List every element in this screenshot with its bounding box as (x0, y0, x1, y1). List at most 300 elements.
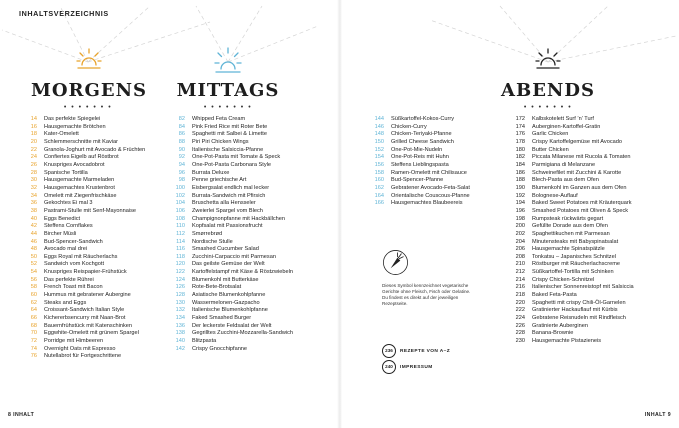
page-number: 216 (515, 284, 525, 291)
recipe-title: Spaghettikuchen mit Parmesan (532, 230, 610, 237)
page-number: 42 (30, 223, 37, 230)
recipe-title: Burrata-Sandwich mit Pfirsich (192, 192, 266, 199)
page-number: 226 (515, 322, 525, 329)
recipe-title: One-Pot-Pasta mit Tomate & Speck (192, 154, 281, 161)
page-number: 30 (30, 177, 37, 184)
toc-entry[interactable] (512, 208, 634, 216)
ref-impressum[interactable] (382, 360, 433, 374)
toc-entry[interactable] (172, 292, 293, 300)
recipe-title: Schlemmerschnitte mit Kaviar (44, 138, 118, 145)
toc-entry[interactable] (24, 154, 145, 162)
toc-entry[interactable] (512, 177, 634, 185)
toc-entry[interactable] (512, 307, 634, 315)
recipe-title: Bruschetta alla Hensseler (192, 200, 256, 207)
recipe-title: Kichererbsencurry mit Naan-Brot (44, 315, 126, 322)
vegetarian-note: Dieses Symbol kennzeichnet vegetarische Gerichte ohne Fleisch, Fisch oder Gelatine. Du findest es direkt auf der jeweiligen Rezeptseite. (382, 283, 471, 306)
page-number: 50 (30, 253, 37, 260)
recipe-title: Gekochtes Ei mal 3 (44, 200, 93, 207)
toc-entry[interactable] (24, 162, 145, 170)
page-number: 206 (515, 246, 525, 253)
toc-entry[interactable] (172, 269, 293, 277)
recipe-title: Hausgemachte Pistazieneis (532, 338, 602, 345)
toc-entry[interactable] (512, 261, 634, 269)
toc-entry[interactable] (512, 239, 634, 247)
toc-entry[interactable] (24, 223, 145, 231)
page-number: 108 (175, 215, 185, 222)
recipe-title: Italienische Blumenkohlpfanne (192, 307, 268, 314)
page-number: 126 (175, 284, 185, 291)
toc-entry[interactable] (172, 284, 293, 292)
recipe-title: Penne griechische Art (192, 177, 247, 184)
toc-entry[interactable] (24, 307, 145, 315)
page-number: 156 (374, 161, 384, 168)
recipe-title: Kopfsalat mit Passionsfrucht (192, 223, 263, 230)
toc-entry[interactable] (172, 124, 293, 132)
toc-entry[interactable] (371, 185, 470, 193)
page-number: 68 (30, 322, 37, 329)
page-number: 180 (515, 146, 525, 153)
toc-entry[interactable] (24, 147, 145, 155)
toc-entry[interactable] (24, 261, 145, 269)
page-number: 148 (374, 131, 384, 138)
toc-entry[interactable] (24, 124, 145, 132)
recipe-title: Italienischer Sonnenreistopf mit Salsiccia (532, 284, 634, 291)
toc-entry[interactable] (24, 284, 145, 292)
recipe-title: Pink Fried Rice mit Roter Bete (192, 123, 268, 130)
page-number: 72 (30, 338, 37, 345)
toc-entry[interactable] (172, 223, 293, 231)
toc-entry[interactable] (512, 246, 634, 254)
recipe-title: Tonkatsu – Japanisches Schnitzel (532, 253, 616, 260)
recipe-title: Ramen-Omelett mit Chilisauce (391, 169, 467, 176)
toc-entry[interactable] (512, 338, 634, 346)
recipe-title: Steffens Lieblingspasta (391, 161, 449, 168)
page-number: 162 (374, 184, 384, 191)
recipe-title: Auberginen-Kartoffel-Gratin (532, 123, 601, 130)
recipe-title: Spaghetti mit Salbei & Limette (192, 131, 267, 138)
page-number: 222 (515, 307, 525, 314)
page-number: 132 (175, 307, 185, 314)
page-number: 192 (515, 192, 525, 199)
page-number: 52 (30, 261, 37, 268)
page-number: 98 (178, 177, 185, 184)
page-number: 150 (374, 138, 384, 145)
recipe-title: Chicken-Curry (391, 123, 427, 130)
toc-entry[interactable] (24, 231, 145, 239)
recipe-title: Gratinierter Hackauflauf mit Kürbis (532, 307, 618, 314)
toc-entry[interactable] (24, 216, 145, 224)
recipe-title: Eggs Benedict (44, 215, 81, 222)
recipe-title: Garlic Chicken (532, 131, 569, 138)
recipe-title: French Toast mit Bacon (44, 284, 103, 291)
toc-entry[interactable] (512, 116, 634, 124)
toc-entry[interactable] (172, 307, 293, 315)
sunset-icon (535, 47, 561, 69)
toc-entry[interactable] (24, 254, 145, 262)
toc-entry[interactable] (172, 338, 293, 346)
toc-entry[interactable] (172, 154, 293, 162)
page-number: 14 (30, 116, 37, 122)
toc-entry[interactable] (512, 284, 634, 292)
recipe-title: Baked Sweet Potatoes mit Kräuterquark (532, 200, 632, 207)
toc-entry[interactable] (172, 277, 293, 285)
recipe-title: Piccata Milanese mit Rucola & Tomaten (532, 154, 631, 161)
page-number: 166 (374, 200, 384, 207)
toc-entry[interactable] (172, 177, 293, 185)
page-number: 182 (515, 154, 525, 161)
toc-entry[interactable] (512, 131, 634, 139)
toc-entry[interactable] (172, 116, 293, 124)
page-number: 66 (30, 315, 37, 322)
page-number: 110 (176, 223, 185, 230)
toc-entry[interactable] (24, 139, 145, 147)
recipe-title: Rote-Bete-Brotsalat (192, 284, 242, 291)
toc-entry[interactable] (512, 277, 634, 285)
recipe-title: Crispy Kartoffelgemüse mit Avocado (532, 138, 622, 145)
page-number: 142 (175, 345, 185, 352)
page-number: 164 (374, 192, 384, 199)
toc-entry[interactable] (371, 162, 470, 170)
recipe-title: Hausgemachte Brötchen (44, 123, 106, 130)
recipe-title: Pastrami-Stulle mit Senf-Mayonnaise (44, 207, 137, 214)
recipe-title: Bolognese-Auflauf (532, 192, 578, 199)
toc-entry[interactable] (172, 254, 293, 262)
page-number: 204 (515, 238, 525, 245)
page-number: 190 (515, 184, 525, 191)
toc-entry[interactable] (172, 131, 293, 139)
recipe-title: Der leckerste Feldsalat der Welt (192, 322, 272, 329)
recipe-title: Hausgemachtes Krustenbrot (44, 184, 115, 191)
toc-entry[interactable] (512, 162, 634, 170)
page-number: 184 (515, 161, 525, 168)
recipe-title: Gegrilltes Zucchini-Mozzarella-Sandwich (192, 330, 294, 337)
page-number: 34 (30, 192, 37, 199)
toc-entry[interactable] (172, 147, 293, 155)
page-number: 176 (515, 131, 525, 138)
recipe-title: Parmigiana di Melanzane (532, 161, 596, 168)
recipe-title: Overnight Oats mit Espresso (44, 345, 116, 352)
page-number: 128 (175, 292, 185, 299)
recipe-title: Smashed Potatoes mit Oliven & Speck (532, 207, 629, 214)
recipe-title: Crispy Chicken-Schnitzel (532, 276, 595, 283)
toc-entry[interactable] (24, 131, 145, 139)
page-number: 76 (30, 353, 37, 360)
recipe-title: Zucchini-Carpaccio mit Parmesan (192, 253, 276, 260)
toc-entry[interactable] (512, 185, 634, 193)
sunrise-icon (76, 47, 102, 69)
recipe-title: Grilled Cheese Sandwich (391, 138, 454, 145)
toc-entry[interactable] (512, 193, 634, 201)
recipe-title: Minutensteaks mit Babyspinatsalat (532, 238, 619, 245)
page-number: 140 (175, 338, 185, 345)
heading-dots: • • • • • • • (203, 104, 253, 111)
recipe-title: Knuspriges Reispapier-Frühstück (44, 269, 127, 276)
recipe-title: Kartoffelstampf mit Käse & Röstzwiebeln (192, 269, 293, 276)
toc-entry[interactable] (512, 139, 634, 147)
page-number: 144 (374, 116, 384, 122)
toc-entry[interactable] (512, 231, 634, 239)
recipe-title: Burrata Deluxe (192, 169, 230, 176)
page-number: 88 (178, 138, 185, 145)
toc-entry[interactable] (512, 323, 634, 331)
page-number: 54 (30, 269, 37, 276)
page-number: 172 (515, 116, 525, 122)
page-title: INHALTSVERZEICHNIS (19, 9, 109, 18)
toc-entry[interactable] (172, 162, 293, 170)
page-number: 210 (515, 261, 525, 268)
page-number: 202 (515, 230, 525, 237)
toc-entry[interactable] (24, 330, 145, 338)
page-number: 86 (178, 131, 185, 138)
page-number: 16 (30, 123, 37, 130)
page-number: 136 (175, 322, 185, 329)
toc-entry[interactable] (512, 170, 634, 178)
toc-entry[interactable] (172, 170, 293, 178)
toc-entry[interactable] (172, 139, 293, 147)
recipe-title: Granola-Joghurt mit Avocado & Früchten (44, 146, 146, 153)
recipe-list-mittags-continued (371, 116, 470, 208)
toc-entry[interactable] (371, 170, 470, 178)
recipe-title: One-Pot-Mie-Nudeln (391, 146, 443, 153)
page-number: 138 (175, 330, 185, 337)
toc-entry[interactable] (172, 261, 293, 269)
toc-entry[interactable] (512, 223, 634, 231)
recipe-title: Röstburger mit Räucherlachscreme (532, 261, 620, 268)
page-number: 122 (175, 269, 185, 276)
toc-entry[interactable] (512, 254, 634, 262)
recipe-title: Eisbergsalat endlich mal lecker (192, 184, 270, 191)
recipe-title: One-Pot-Reis mit Huhn (391, 154, 449, 161)
recipe-title: Bircher Müsli (44, 230, 77, 237)
toc-entry[interactable] (371, 147, 470, 155)
page-number: 130 (175, 299, 185, 306)
recipe-title: Blitzpasta (192, 338, 217, 345)
page-number: 28 (30, 169, 37, 176)
toc-entry[interactable] (371, 154, 470, 162)
page-number: 56 (30, 276, 37, 283)
recipe-title: Confiertes Eigelb auf Röstbrot (44, 154, 119, 161)
recipe-title: Kalbskotelett Surf ’n’ Turf (532, 116, 594, 122)
heading-mittags: MITTAGS (176, 80, 280, 101)
recipe-title: Bauernfrühstück mit Katenschinken (44, 322, 132, 329)
page-number: 100 (175, 184, 185, 191)
page-number: 104 (175, 200, 185, 207)
recipe-title: Das perfekte Spiegelei (44, 116, 101, 122)
toc-entry[interactable] (172, 216, 293, 224)
toc-entry[interactable] (512, 269, 634, 277)
toc-entry[interactable] (172, 185, 293, 193)
page-number: 212 (515, 269, 525, 276)
recipe-title: One-Pot-Pasta Carbonara Style (192, 161, 271, 168)
recipe-title: Blech-Pasta aus dem Ofen (532, 177, 599, 184)
page-number: 120 (175, 261, 185, 268)
page-number: 196 (515, 207, 525, 214)
recipe-title: Banana-Brownie (532, 330, 574, 337)
recipe-title: Rumpsteak rückwärts gegart (532, 215, 604, 222)
page-number: 152 (374, 146, 384, 153)
page-number: 44 (30, 230, 37, 237)
recipe-title: Das perfekte Rührei (44, 276, 94, 283)
recipe-title: Wassermelonen-Gazpacho (192, 299, 260, 306)
footer-right: INHALT 9 (644, 412, 671, 418)
recipe-title: Avocado mal drei (44, 246, 88, 253)
toc-entry[interactable] (172, 231, 293, 239)
recipe-title: Smørrebrød (192, 230, 223, 237)
toc-entry[interactable] (24, 116, 145, 124)
recipe-title: Schweinefilet mit Zucchini & Karotte (532, 169, 622, 176)
recipe-title: Crispy Gnocchipfanne (192, 345, 248, 352)
page-number: 32 (30, 184, 37, 191)
page-number: 58 (30, 284, 37, 291)
toc-entry[interactable] (512, 147, 634, 155)
recipe-title: Bud-Spencer-Pfanne (391, 177, 444, 184)
recipe-title: Porridge mit Himbeeren (44, 338, 104, 345)
toc-entry[interactable] (512, 300, 634, 308)
recipe-title: Piri Piri Chicken Wings (192, 138, 249, 145)
toc-entry[interactable] (24, 300, 145, 308)
ref-label: IMPRESSUM (400, 364, 433, 370)
page-number: 96 (178, 169, 185, 176)
toc-entry[interactable] (24, 338, 145, 346)
recipe-title: Croissant-Sandwich Italian Style (44, 307, 125, 314)
ref-rezepte-a-z[interactable] (382, 344, 450, 358)
page-number: 48 (30, 246, 37, 253)
recipe-title: Bud-Spencer-Sandwich (44, 238, 103, 245)
page-number: 230 (515, 338, 525, 345)
toc-entry[interactable] (24, 346, 145, 354)
toc-entry[interactable] (172, 330, 293, 338)
recipe-title: Hausgemachte Marmeladen (44, 177, 115, 184)
page-number: 106 (175, 207, 185, 214)
recipe-title: Champignonpfanne mit Hackbällchen (192, 215, 285, 222)
toc-entry[interactable] (371, 200, 470, 208)
recipe-title: Knuspriges Avocadobrot (44, 161, 105, 168)
sun-icon (214, 45, 242, 73)
toc-entry[interactable] (371, 177, 470, 185)
page-number: 40 (30, 215, 37, 222)
toc-entry[interactable] (24, 185, 145, 193)
recipe-title: Hausgemachtes Blaubeereis (391, 200, 463, 207)
recipe-title: Nordische Stulle (192, 238, 233, 245)
vegetarian-icon (382, 249, 409, 276)
page-number: 94 (178, 161, 185, 168)
toc-entry[interactable] (172, 323, 293, 331)
page-number: 82 (178, 116, 185, 122)
toc-entry[interactable] (24, 353, 145, 361)
toc-entry[interactable] (172, 315, 293, 323)
recipe-title: Gebratene Reisnudeln mit Rindfleisch (532, 315, 626, 322)
toc-entry[interactable] (371, 124, 470, 132)
toc-entry[interactable] (24, 200, 145, 208)
toc-entry[interactable] (371, 131, 470, 139)
page-number: 24 (30, 154, 37, 161)
toc-entry[interactable] (24, 239, 145, 247)
toc-entry[interactable] (371, 116, 470, 124)
toc-entry[interactable] (512, 154, 634, 162)
recipe-title: Italienische Salsiccia-Pfanne (192, 146, 264, 153)
toc-entry[interactable] (24, 177, 145, 185)
toc-entry[interactable] (24, 269, 145, 277)
toc-entry[interactable] (24, 292, 145, 300)
recipe-list-abends (512, 116, 634, 346)
recipe-title: Gratinierte Auberginen (532, 322, 588, 329)
toc-entry[interactable] (512, 216, 634, 224)
page-number: 112 (176, 230, 185, 237)
page-number: 114 (176, 238, 185, 245)
toc-entry[interactable] (512, 315, 634, 323)
page-number: 74 (30, 345, 37, 352)
page-badge: 240 (382, 360, 396, 374)
page-number: 118 (176, 253, 185, 260)
toc-entry[interactable] (512, 124, 634, 132)
recipe-title: Hausgemachte Spinatspätzle (532, 246, 605, 253)
toc-entry[interactable] (172, 239, 293, 247)
page-number: 188 (515, 177, 525, 184)
footer-left: 8 INHALT (8, 412, 35, 418)
page-number: 84 (178, 123, 185, 130)
recipe-title: Zweierlei Spargel vom Blech (192, 207, 263, 214)
page-number: 90 (178, 146, 185, 153)
heading-abends: ABENDS (501, 80, 595, 101)
page-number: 160 (374, 177, 384, 184)
heading-morgens: MORGENS (30, 80, 148, 101)
toc-entry[interactable] (172, 208, 293, 216)
page-number: 178 (515, 138, 525, 145)
heading-dots: • • • • • • • (63, 104, 113, 111)
recipe-title: Baked Feta-Pasta (532, 292, 577, 299)
heading-dots: • • • • • • • (523, 104, 573, 111)
recipe-title: Spanische Tortilla (44, 169, 88, 176)
toc-entry[interactable] (512, 200, 634, 208)
recipe-title: Das geilste Gemüse der Welt (192, 261, 265, 268)
page-number: 198 (515, 215, 525, 222)
page-number: 60 (30, 292, 37, 299)
toc-entry[interactable] (371, 139, 470, 147)
recipe-title: Hummus mit gebratener Aubergine (44, 292, 131, 299)
recipe-title: Whipped Feta Cream (192, 116, 246, 122)
recipe-title: Süßkartoffel-Tortilla mit Schinken (532, 269, 614, 276)
page-number: 22 (30, 146, 37, 153)
toc-entry[interactable] (24, 246, 145, 254)
toc-entry[interactable] (24, 277, 145, 285)
page-number: 38 (30, 207, 37, 214)
toc-entry[interactable] (24, 323, 145, 331)
toc-entry[interactable] (24, 170, 145, 178)
page-number: 200 (515, 223, 525, 230)
toc-entry[interactable] (172, 193, 293, 201)
page-number: 174 (515, 123, 525, 130)
page-badge: 236 (382, 344, 396, 358)
page-number: 70 (30, 330, 37, 337)
toc-entry[interactable] (512, 292, 634, 300)
toc-entry[interactable] (512, 330, 634, 338)
recipe-title: Butter Chicken (532, 146, 569, 153)
toc-entry[interactable] (24, 208, 145, 216)
page-number: 214 (515, 276, 525, 283)
toc-entry[interactable] (172, 200, 293, 208)
recipe-title: Faked Smashed Burger (192, 315, 252, 322)
toc-entry[interactable] (172, 300, 293, 308)
toc-entry[interactable] (172, 346, 293, 354)
page-number: 208 (515, 253, 525, 260)
toc-entry[interactable] (371, 193, 470, 201)
page-number: 46 (30, 238, 37, 245)
page-number: 146 (374, 123, 384, 130)
toc-entry[interactable] (24, 193, 145, 201)
toc-entry[interactable] (24, 315, 145, 323)
toc-entry[interactable] (172, 246, 293, 254)
recipe-title: Eggwhite-Omelett mit grünem Spargel (44, 330, 139, 337)
